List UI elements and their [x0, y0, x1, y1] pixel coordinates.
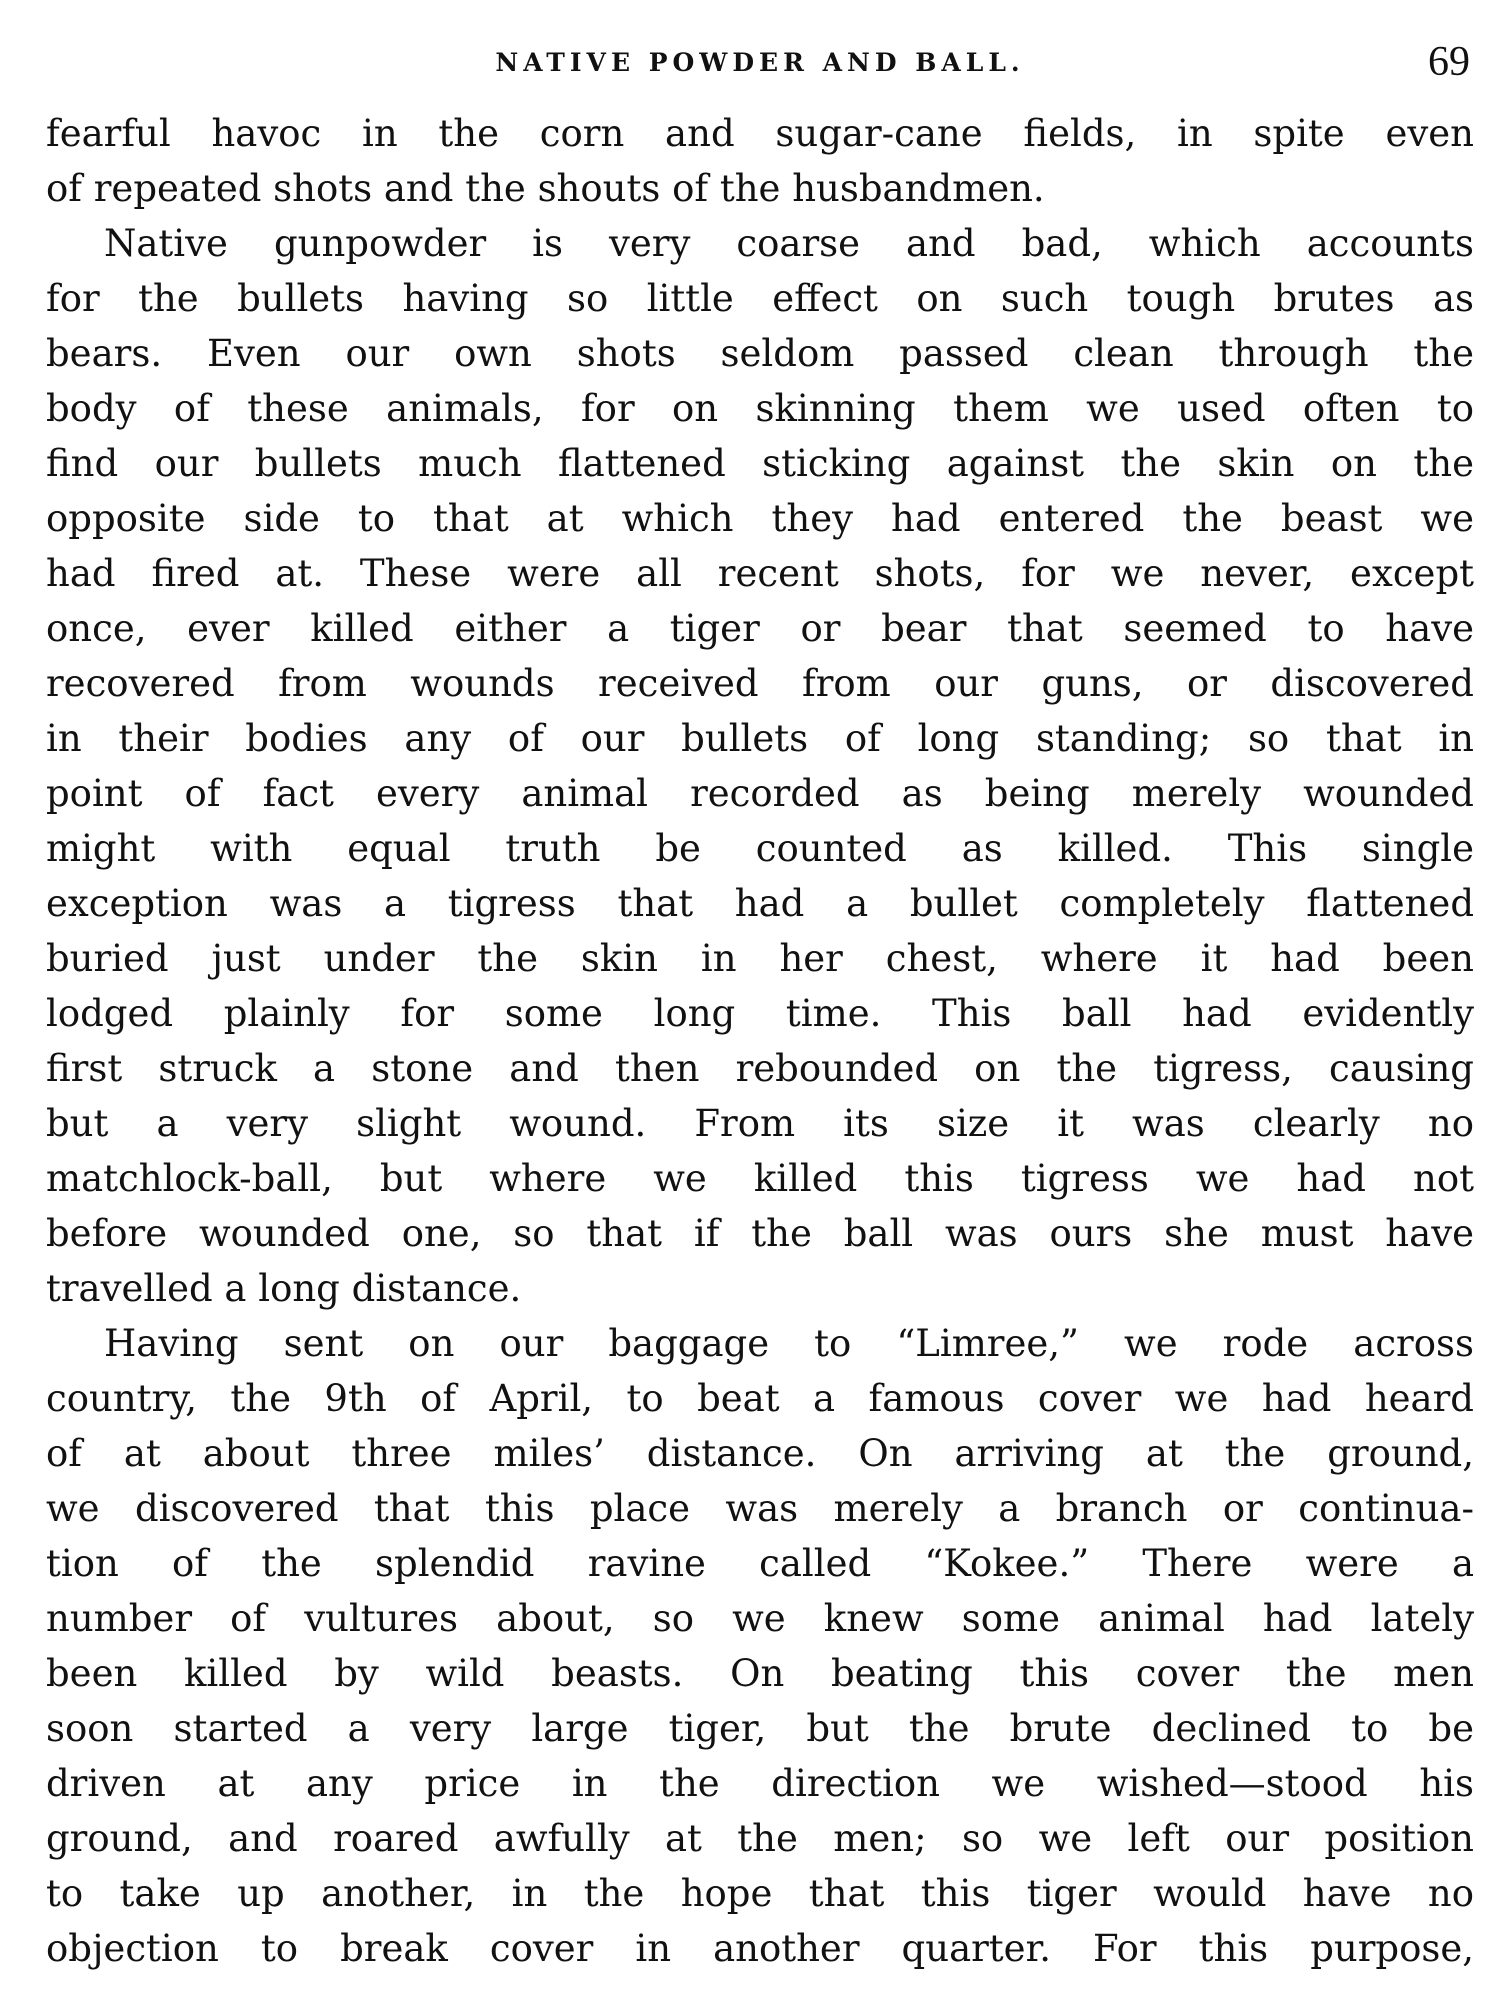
- text-line: lodged plainly for some long time. This ball had evidently: [46, 992, 1474, 1035]
- text-line: might with equal truth be counted as killed. This single: [46, 827, 1474, 870]
- text-line: driven at any price in the direction we wished—stood his: [46, 1762, 1474, 1805]
- text-line: find our bullets much flattened sticking against the skin on the: [46, 442, 1474, 485]
- text-line: for the bullets having so little effect on such tough brutes as: [46, 277, 1474, 320]
- text-line: point of fact every animal recorded as being merely wounded: [46, 772, 1474, 815]
- text-line: once, ever killed either a tiger or bear that seemed to have: [46, 607, 1474, 650]
- page-number: 69: [1428, 39, 1470, 85]
- text-line: opposite side to that at which they had entered the beast we: [46, 497, 1474, 540]
- text-line: we discovered that this place was merely a branch or continua-: [46, 1487, 1474, 1530]
- text-line: been killed by wild beasts. On beating this cover the men: [46, 1652, 1474, 1695]
- text-line: first struck a stone and then rebounded on the tigress, causing: [46, 1047, 1474, 1090]
- text-line: recovered from wounds received from our guns, or discovered: [46, 662, 1474, 705]
- text-line: of repeated shots and the shouts of the husbandmen.: [46, 167, 1045, 210]
- text-line: tion of the splendid ravine called “Kokee.” There were a: [46, 1542, 1474, 1585]
- text-line: Native gunpowder is very coarse and bad, which accounts: [104, 222, 1474, 265]
- text-line: had fired at. These were all recent shots, for we never, except: [46, 552, 1474, 595]
- text-line: in their bodies any of our bullets of long standing; so that in: [46, 717, 1474, 760]
- text-line: ground, and roared awfully at the men; so we left our position: [46, 1817, 1474, 1860]
- text-line: exception was a tigress that had a bullet completely flattened: [46, 882, 1474, 925]
- paragraph-3: [46, 1316, 1474, 1976]
- running-title: NATIVE POWDER AND BALL.: [495, 48, 1025, 77]
- text-line: matchlock-ball, but where we killed this tigress we had not: [46, 1157, 1474, 1200]
- paragraph-1: [46, 106, 1474, 216]
- text-line: objection to break cover in another quarter. For this purpose,: [46, 1927, 1474, 1970]
- text-line: country, the 9th of April, to beat a famous cover we had heard: [46, 1377, 1474, 1420]
- text-line: before wounded one, so that if the ball was ours she must have: [46, 1212, 1474, 1255]
- text-line: fearful havoc in the corn and sugar-cane fields, in spite even: [46, 112, 1474, 155]
- text-line: travelled a long distance.: [46, 1267, 522, 1310]
- text-line: soon started a very large tiger, but the brute declined to be: [46, 1707, 1474, 1750]
- text-line: Having sent on our baggage to “Limree,” we rode across: [104, 1322, 1474, 1365]
- text-line: to take up another, in the hope that this tiger would have no: [46, 1872, 1474, 1915]
- text-line: but a very slight wound. From its size it was clearly no: [46, 1102, 1474, 1145]
- body-text: [46, 106, 1474, 1976]
- paragraph-2: [46, 216, 1474, 1316]
- text-line: of at about three miles’ distance. On arriving at the ground,: [46, 1432, 1474, 1475]
- text-line: bears. Even our own shots seldom passed clean through the: [46, 332, 1474, 375]
- text-line: buried just under the skin in her chest, where it had been: [46, 937, 1474, 980]
- running-header: [46, 38, 1474, 100]
- text-line: number of vultures about, so we knew some animal had lately: [46, 1597, 1474, 1640]
- text-line: body of these animals, for on skinning them we used often to: [46, 387, 1474, 430]
